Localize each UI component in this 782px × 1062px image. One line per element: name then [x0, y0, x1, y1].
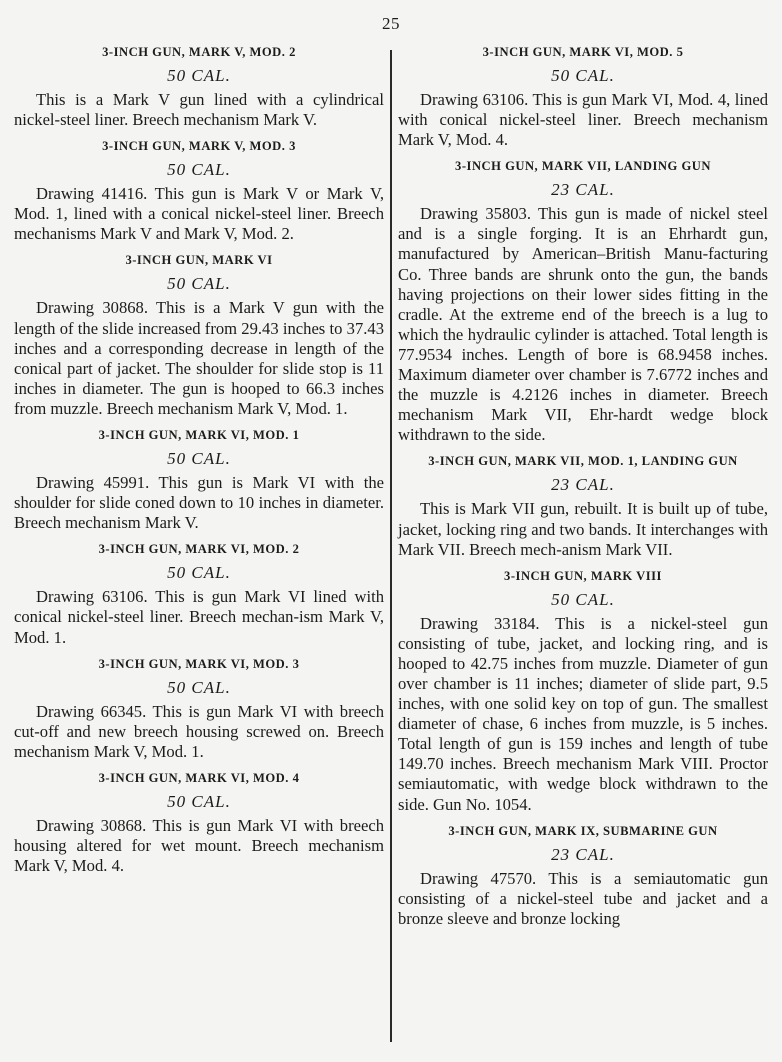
entry-mark-ix-submarine-gun: [398, 823, 768, 929]
entry-heading: 3-INCH GUN, MARK VI, MOD. 5: [482, 45, 684, 59]
entry-text: Drawing 35803. This gun is made of nickel steel and is a single forging. It is an Ehrhardt gun, manufactured by American–British Manu-facturing Co. Three bands are shrunk onto the gun, the bands having projections on their lower sides fitting in the cradle. At the extreme end of the breech is a lug to which the hydraulic cylinder is attached. Total length is 77.9534 inches. Length of bore is 68.9458 inches. Maximum diameter over chamber is 7.6772 inches and the muzzle is 4.2126 inches in diameter. Breech mechanism Mark VII, Ehr-hardt wedge block withdrawn to the side.: [398, 204, 768, 445]
entry-mark-vii-landing-gun: [398, 158, 768, 445]
entry-mark-v-mod-2: [14, 44, 384, 130]
column-divider: [390, 50, 392, 1042]
entry-heading: 3-INCH GUN, MARK VI, MOD. 2: [98, 542, 300, 557]
entry-text: This is Mark VII gun, rebuilt. It is built up of tube, jacket, locking ring and two bands. It interchanges with Mark VII. Breech mech-anism Mark VII.: [398, 499, 768, 559]
entry-caliber: 50 CAL.: [167, 160, 231, 180]
entry-heading: 3-INCH GUN, MARK IX, SUBMARINE GUN: [448, 823, 718, 838]
entry-caliber: 50 CAL.: [167, 677, 231, 697]
entry-mark-vi-mod-5: [398, 44, 768, 150]
entry-mark-vi-mod-4: [14, 770, 384, 876]
entry-caliber: 23 CAL.: [551, 844, 615, 864]
entry-heading: 3-INCH GUN, MARK VI, MOD. 1: [98, 428, 300, 443]
entry-heading: 3-INCH GUN, MARK VI, MOD. 3: [98, 656, 300, 671]
entry-text: Drawing 41416. This gun is Mark V or Mark V, Mod. 1, lined with a conical nickel-steel liner. Breech mechanisms Mark V and Mark V, Mod. 2.: [14, 184, 384, 244]
entry-text: Drawing 66345. This is gun Mark VI with breech cut-off and new breech housing screwed on. Breech mechanism Mark V, Mod. 1.: [14, 701, 384, 761]
entry-caliber: 50 CAL.: [551, 589, 615, 609]
entry-text: Drawing 33184. This is a nickel-steel gun consisting of tube, jacket, and locking ring, and is hooped to 42.75 inches from muzzle. Diameter of gun over chamber is 11 inches; diameter of slide part, 9.5 inches, with one solid key on top of gun. The smallest diameter of chase, 6 inches from muzzle, is 5 inches. Total length of gun is 159 inches and length of tube 149.70 inches. Breech mechanism Mark VIII. Proctor semiautomatic, with wedge block withdrawn to the side. Gun No. 1054.: [398, 613, 768, 814]
entry-caliber: 50 CAL.: [167, 791, 231, 811]
entry-heading: 3-INCH GUN, MARK V, MOD. 2: [102, 45, 296, 59]
entry-text: Drawing 63106. This is gun Mark VI lined with conical nickel-steel liner. Breech mechan-ism Mark V, Mod. 1.: [14, 587, 384, 647]
entry-mark-viii: [398, 568, 768, 815]
entry-text: This is a Mark V gun lined with a cylindrical nickel-steel liner. Breech mechanism Mark V.: [14, 90, 384, 130]
entry-text: Drawing 30868. This is gun Mark VI with breech housing altered for wet mount. Breech mechanism Mark V, Mod. 4.: [14, 815, 384, 876]
entry-caliber: 23 CAL.: [551, 475, 615, 495]
entry-heading: 3-INCH GUN, MARK VI, MOD. 4: [98, 770, 300, 785]
entry-mark-vii-mod-1-landing-gun: [398, 453, 768, 559]
entry-mark-vi-mod-2: [14, 541, 384, 647]
entry-heading: 3-INCH GUN, MARK VIII: [504, 568, 662, 583]
entry-text: Drawing 47570. This is a semiautomatic gun consisting of a nickel-steel tube and jacket and a bronze sleeve and bronze locking: [398, 868, 768, 928]
entry-text: Drawing 30868. This is a Mark V gun with the length of the slide increased from 29.43 inches to 37.43 inches and a corresponding decrease in length of the conical part of jacket. The shoulder for slide stop is 11 inches in diameter. The gun is hooped to 66.3 inches from muzzle. Breech mechanism Mark V, Mod. 1.: [14, 298, 384, 418]
entry-mark-vi-mod-1: [14, 427, 384, 533]
right-column: [398, 44, 768, 937]
entry-heading: 3-INCH GUN, MARK VII, MOD. 1, LANDING GUN: [428, 454, 738, 469]
entry-heading: 3-INCH GUN, MARK V, MOD. 3: [102, 139, 296, 154]
entry-caliber: 50 CAL.: [167, 449, 231, 469]
entry-text: Drawing 63106. This is gun Mark VI, Mod. 4, lined with conical nickel-steel liner. Breech mechanism Mark V, Mod. 4.: [398, 90, 768, 150]
page-number: 25: [382, 14, 400, 33]
entry-caliber: 50 CAL.: [551, 66, 615, 85]
entry-heading: 3-INCH GUN, MARK VI: [125, 253, 273, 268]
entry-caliber: 50 CAL.: [167, 66, 231, 85]
entry-mark-vi: [14, 252, 384, 419]
entry-caliber: 50 CAL.: [167, 563, 231, 583]
entry-heading: 3-INCH GUN, MARK VII, LANDING GUN: [455, 159, 711, 174]
entry-caliber: 50 CAL.: [167, 274, 231, 294]
entry-caliber: 23 CAL.: [551, 180, 615, 200]
entry-mark-vi-mod-3: [14, 656, 384, 762]
entry-mark-v-mod-3: [14, 138, 384, 244]
left-column: [14, 44, 384, 884]
entry-text: Drawing 45991. This gun is Mark VI with the shoulder for slide coned down to 10 inches in diameter. Breech mechanism Mark V.: [14, 473, 384, 533]
